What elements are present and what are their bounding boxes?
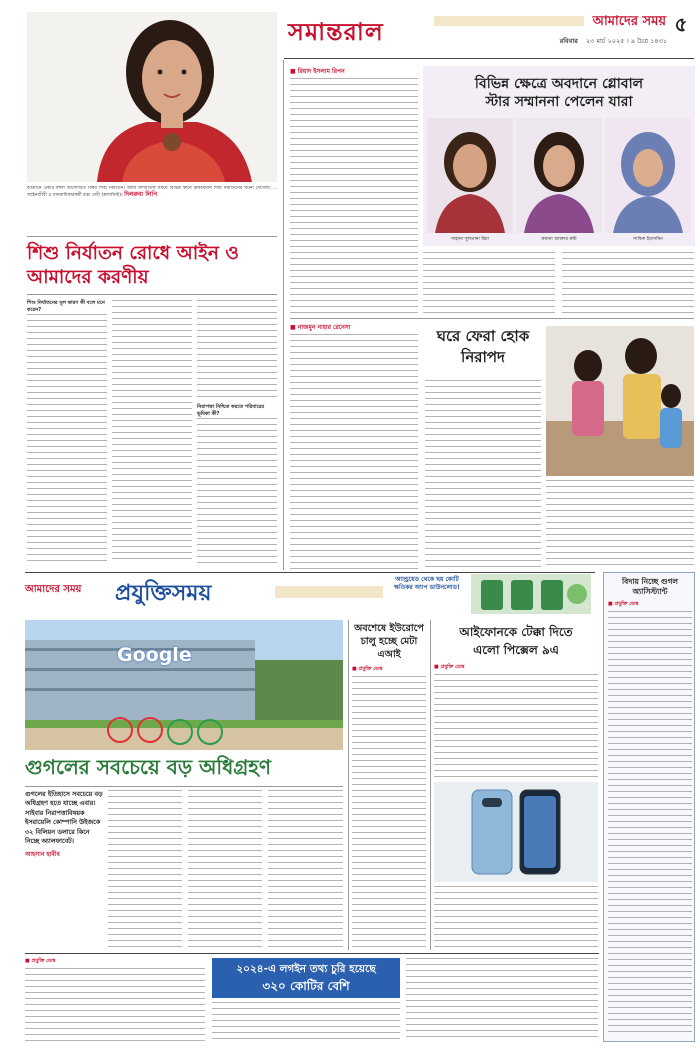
google-author: আহসান হাবীব xyxy=(25,851,60,859)
google-column-1 xyxy=(108,790,182,950)
google-sign-word: Google xyxy=(117,644,192,666)
home-column-3 xyxy=(546,480,694,570)
password-column-2 xyxy=(212,1002,400,1042)
google-sign-text xyxy=(117,644,192,666)
password-desk-text: প্রযুক্তি ডেস্ক xyxy=(31,958,56,964)
password-headline-2: ৩২০ কোটির বেশি xyxy=(262,979,350,993)
child-abuse-columns xyxy=(27,300,277,570)
google-rule xyxy=(25,786,343,787)
award-caption-3: সাবিনা ইয়াসমিন xyxy=(633,237,663,242)
tech-section-title: প্রযুক্তিসময় xyxy=(115,581,212,606)
tech-teaser-photo xyxy=(471,574,591,614)
page-header xyxy=(284,10,694,56)
assistant-headline xyxy=(608,577,692,597)
header-date: ২৩ মার্চ ২০২৫ । ৯ চৈত্র ১৪৩১ xyxy=(585,37,667,45)
pixel-desk-text: প্রযুক্তি ডেস্ক xyxy=(440,664,465,670)
bullet-icon: ■ xyxy=(290,324,298,331)
assistant-desk-tag xyxy=(608,601,692,609)
awards-feature xyxy=(423,66,695,246)
home-column-1 xyxy=(290,334,418,570)
europe-headline xyxy=(352,622,426,661)
intro-paragraph xyxy=(27,186,277,226)
column-3b-text xyxy=(197,418,277,564)
assistant-story xyxy=(603,572,695,1042)
section-title: সমান্তরাল xyxy=(288,18,384,46)
bottom-rule xyxy=(25,953,599,954)
column-1-text xyxy=(27,314,107,564)
google-column-2 xyxy=(188,790,262,950)
section-logo xyxy=(288,14,438,48)
headline-rule-bottom xyxy=(27,294,277,295)
pixel-text-bottom xyxy=(434,886,598,950)
password-column-3 xyxy=(406,958,598,1042)
assistant-desk-text: প্রযুক্তি ডেস্ক xyxy=(614,601,639,607)
google-campus-photo xyxy=(25,620,343,750)
google-deck-text: গুগলের ইতিহাসে সবচেয়ে বড় অধিগ্রহণ হতে যাচ্ছে এবার। সাইবার নিরাপত্তাবিষয়ক ইসরায়েলি কোম্পানি উইজকে ৩২ বিলিয়ন ডলারে কিনে নিচ্ছে অ্যালফাবেট। xyxy=(25,790,103,846)
awards-column-1 xyxy=(290,78,418,314)
assistant-column xyxy=(608,611,692,1037)
bullet-icon: ■ xyxy=(352,666,359,672)
tech-header-band xyxy=(275,586,383,598)
home-headline xyxy=(425,326,541,374)
award-photo-1 xyxy=(427,118,513,233)
column-2-text xyxy=(112,300,192,564)
tech-divider-2 xyxy=(430,620,431,950)
bullet-icon: ■ xyxy=(290,68,298,75)
qa-question: শিশু নির্যাতনের মূল কারণ কী বলে মনে করেন? xyxy=(27,300,105,313)
masthead-logo: আমাদের সময় xyxy=(592,14,666,29)
awards-column-2 xyxy=(423,252,555,314)
europe-column xyxy=(352,676,426,950)
subhead-family-role: নিরাপত্তা নিশ্চিত করতে পরিবারের ভূমিকা কী? xyxy=(197,404,265,417)
awards-rule xyxy=(290,318,694,319)
intro-author: দিলরুবা লিপি xyxy=(124,191,158,199)
home-byline-text: নাজমুন নাহার রেনেসা xyxy=(297,324,351,331)
google-column-3 xyxy=(268,790,343,950)
child-abuse-headline: শিশু নির্যাতন রোধে আইন ও আমাদের করণীয় xyxy=(27,243,239,288)
family-photo xyxy=(546,326,694,476)
header-day: রবিবার xyxy=(559,37,578,45)
award-caption-1: সাহানা সুলতানা রিমা xyxy=(450,237,490,242)
pixel-headline-2: এলো পিক্সেল ৯এ xyxy=(473,643,559,657)
award-photo-3 xyxy=(605,118,691,233)
europe-desk-tag xyxy=(352,666,426,674)
google-headline: গুগলের সবচেয়ে বড় অধিগ্রহণ xyxy=(25,755,271,779)
headline-rule-top xyxy=(27,236,277,237)
europe-desk-text: প্রযুক্তি ডেস্ক xyxy=(358,666,383,672)
bullet-icon: ■ xyxy=(25,958,32,964)
pixel-desk-tag xyxy=(434,664,514,672)
tech-teaser xyxy=(387,576,467,614)
tech-paper-logo: আমাদের সময় xyxy=(25,584,82,595)
page-number: ৫ xyxy=(674,12,688,36)
password-headline-1: ২০২৪-এ লগইন তথ্য চুরি হয়েছে xyxy=(236,963,376,975)
intro-text: বর্তমানে একটি বহুল আলোচিত বিষয় শিশু নির্যাতন। আমি সাম্প্রতিক সময়ে বিভিন্ন স্থানে ক্রমবর্ধমান শিশু নির্যাতনের ঘটনা দেখেছি। ... আইনজীবী ও মানবাধিকারকর্মী রত্না দেবী (কলামিস্ট)। xyxy=(27,186,277,199)
awards-byline xyxy=(290,66,420,77)
pixel-phones-photo xyxy=(434,782,598,882)
tech-section-header xyxy=(25,572,595,618)
home-headline-text: ঘরে ফেরা হোক নিরাপদ xyxy=(436,327,530,366)
assistant-headline-text: বিদায় নিচ্ছে গুগল অ্যাসিস্ট্যান্ট xyxy=(622,577,678,596)
column-divider xyxy=(283,60,284,570)
portrait-photo xyxy=(27,12,277,182)
awards-column-3 xyxy=(562,252,694,314)
awards-byline-text: রিয়াদ ইসলাম রিপন xyxy=(297,68,345,75)
bullet-icon: ■ xyxy=(608,601,615,607)
column-3a-text xyxy=(197,300,277,400)
password-desk-tag xyxy=(25,958,185,966)
password-column-1 xyxy=(25,968,205,1042)
header-date-line xyxy=(439,36,667,47)
pixel-text-top xyxy=(434,674,598,778)
header-rule xyxy=(284,58,694,59)
header-band xyxy=(434,16,584,26)
password-banner xyxy=(212,958,400,998)
europe-headline-text: অবশেষে ইউরোপে চালু হচ্ছে মেটা এআই xyxy=(354,623,424,660)
google-deck xyxy=(25,790,103,860)
award-caption-2: রুমানা আক্তার রুমি xyxy=(541,237,577,242)
home-column-2 xyxy=(425,380,541,570)
tech-divider-1 xyxy=(348,620,349,950)
home-byline xyxy=(290,322,420,333)
pixel-headline-1: আইফোনকে টেক্কা দিতে xyxy=(459,625,573,639)
tech-teaser-text: অ্যান্ড্রয়েড থেকে ছয় কোটি ক্ষতিকর অ্যাপ ডাউনলোড! xyxy=(394,576,460,591)
tech-top-rule xyxy=(25,572,595,573)
awards-headline-2: স্টার সম্মাননা পেলেন যারা xyxy=(485,94,633,110)
award-photo-2 xyxy=(516,118,602,233)
bullet-icon: ■ xyxy=(434,664,441,670)
awards-headline-1: বিভিন্ন ক্ষেত্রে অবদানে গ্লোবাল xyxy=(474,76,644,92)
